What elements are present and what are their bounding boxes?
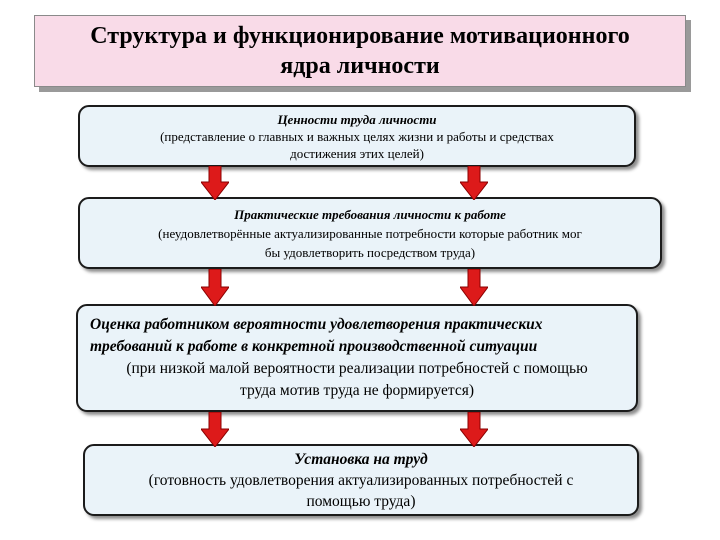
down-arrow-icon [460, 269, 488, 306]
block-probability-assessment [76, 304, 638, 412]
block-body-line: (неудовлетворённые актуализированные потребности которые работник мог [158, 225, 582, 241]
down-arrow-icon [201, 166, 229, 200]
block-work-values [78, 105, 636, 167]
block-heading: Ценности труда личности [277, 111, 437, 127]
down-arrow-icon [460, 412, 488, 447]
block-heading: Практические требования личности к работе [234, 206, 506, 222]
block-work-attitude [83, 444, 639, 516]
block-body-line: труда мотив труда не формируется) [239, 382, 475, 399]
title-box [34, 15, 686, 87]
block-heading-line: Оценка работником вероятности удовлетворения практических [90, 316, 543, 333]
block-body-line: помощью труда) [306, 492, 416, 510]
down-arrow-icon [201, 269, 229, 306]
block-body-line: (готовность удовлетворения актуализированных потребностей с [148, 471, 574, 489]
title-line-1: Структура и функционирование мотивационного [90, 23, 630, 49]
block-body-line: (при низкой малой вероятности реализации потребностей с помощью [126, 360, 588, 377]
block-body-line: бы удовлетворить посредством труда) [264, 244, 476, 260]
title-line-2: ядра личности [280, 53, 440, 79]
block-heading-line: требований к работе в конкретной производственной ситуации [90, 338, 538, 355]
down-arrow-icon [460, 166, 488, 200]
block-body-line: (представление о главных и важных целях жизни и работы и средствах [160, 128, 554, 144]
block-practical-requirements [78, 197, 662, 269]
block-body-line: достижения этих целей) [290, 145, 424, 161]
block-heading: Установка на труд [294, 450, 428, 468]
down-arrow-icon [201, 412, 229, 447]
